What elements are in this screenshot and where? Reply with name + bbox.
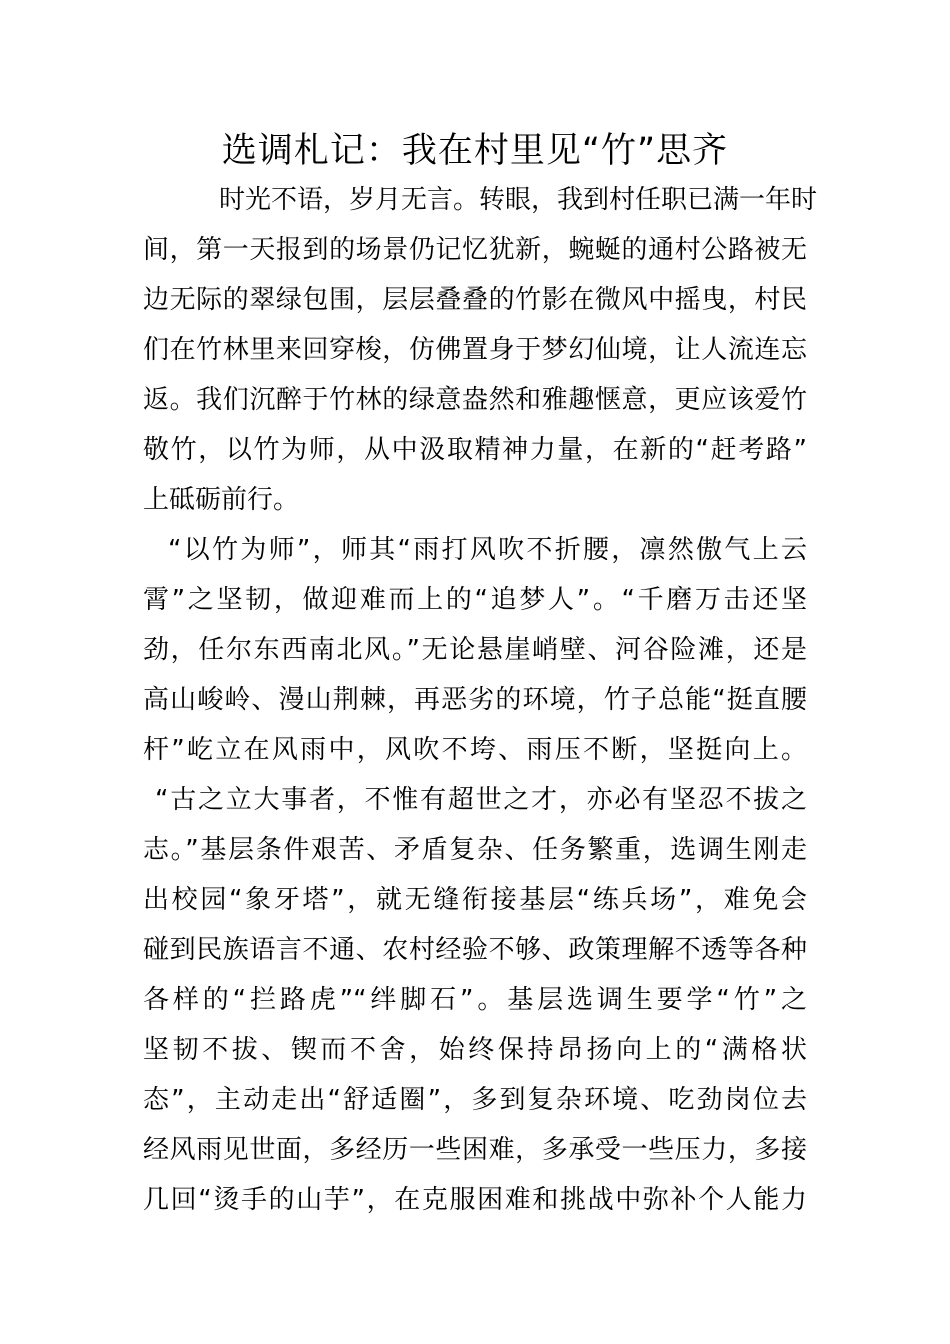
body-line: 高山峻岭、漫山荆棘，再恶劣的环境，竹子总能“挺直腰 <box>143 685 807 715</box>
body-line: 坚韧不拔、锲而不舍，始终保持昂扬向上的“满格状 <box>143 1035 807 1065</box>
body-line: 几回“烫手的山芋”，在克服困难和挑战中弥补个人能力 <box>143 1185 807 1215</box>
body-line: 上砥砺前行。 <box>143 485 300 515</box>
body-line: “古之立大事者，不惟有超世之才，亦必有坚忍不拔之 <box>155 785 807 815</box>
body-line: “以竹为师”，师其“雨打风吹不折腰，凛然傲气上云 <box>168 535 807 565</box>
body-line: 态”，主动走出“舒适圈”，多到复杂环境、吃劲岗位去 <box>143 1085 807 1115</box>
body-line: 时光不语，岁月无言。转眼，我到村任职已满一年时 <box>219 185 818 215</box>
body-line: 们在竹林里来回穿梭，仿佛置身于梦幻仙境，让人流连忘 <box>143 335 807 365</box>
body-line: 碰到民族语言不通、农村经验不够、政策理解不透等各种 <box>143 935 807 965</box>
body-line: 志。”基层条件艰苦、矛盾复杂、任务繁重，选调生刚走 <box>143 835 807 865</box>
body-line: 霄”之坚韧，做迎难而上的“追梦人”。“千磨万击还坚 <box>143 585 807 615</box>
body-line: 间，第一天报到的场景仍记忆犹新，蜿蜒的通村公路被无 <box>143 235 807 265</box>
body-line: 敬竹，以竹为师，从中汲取精神力量，在新的“赶考路” <box>143 435 807 465</box>
document-body <box>143 175 818 1225</box>
body-line: 边无际的翠绿包围，层层叠叠的竹影在微风中摇曳，村民 <box>143 285 807 315</box>
body-line: 经风雨见世面，多经历一些困难，多承受一些压力，多接 <box>143 1135 807 1165</box>
body-line: 出校园“象牙塔”，就无缝衔接基层“练兵场”，难免会 <box>143 885 807 915</box>
body-line: 杆”屹立在风雨中，风吹不垮、雨压不断，坚挺向上。 <box>143 735 807 765</box>
body-line: 劲，任尔东西南北风。”无论悬崖峭壁、河谷险滩，还是 <box>143 635 807 665</box>
document-title: 选调札记：我在村里见“竹”思齐 <box>221 131 729 171</box>
body-line: 各样的“拦路虎”“绊脚石”。基层选调生要学“竹”之 <box>143 985 807 1015</box>
body-line: 返。我们沉醉于竹林的绿意盎然和雅趣惬意，更应该爱竹 <box>143 385 807 415</box>
